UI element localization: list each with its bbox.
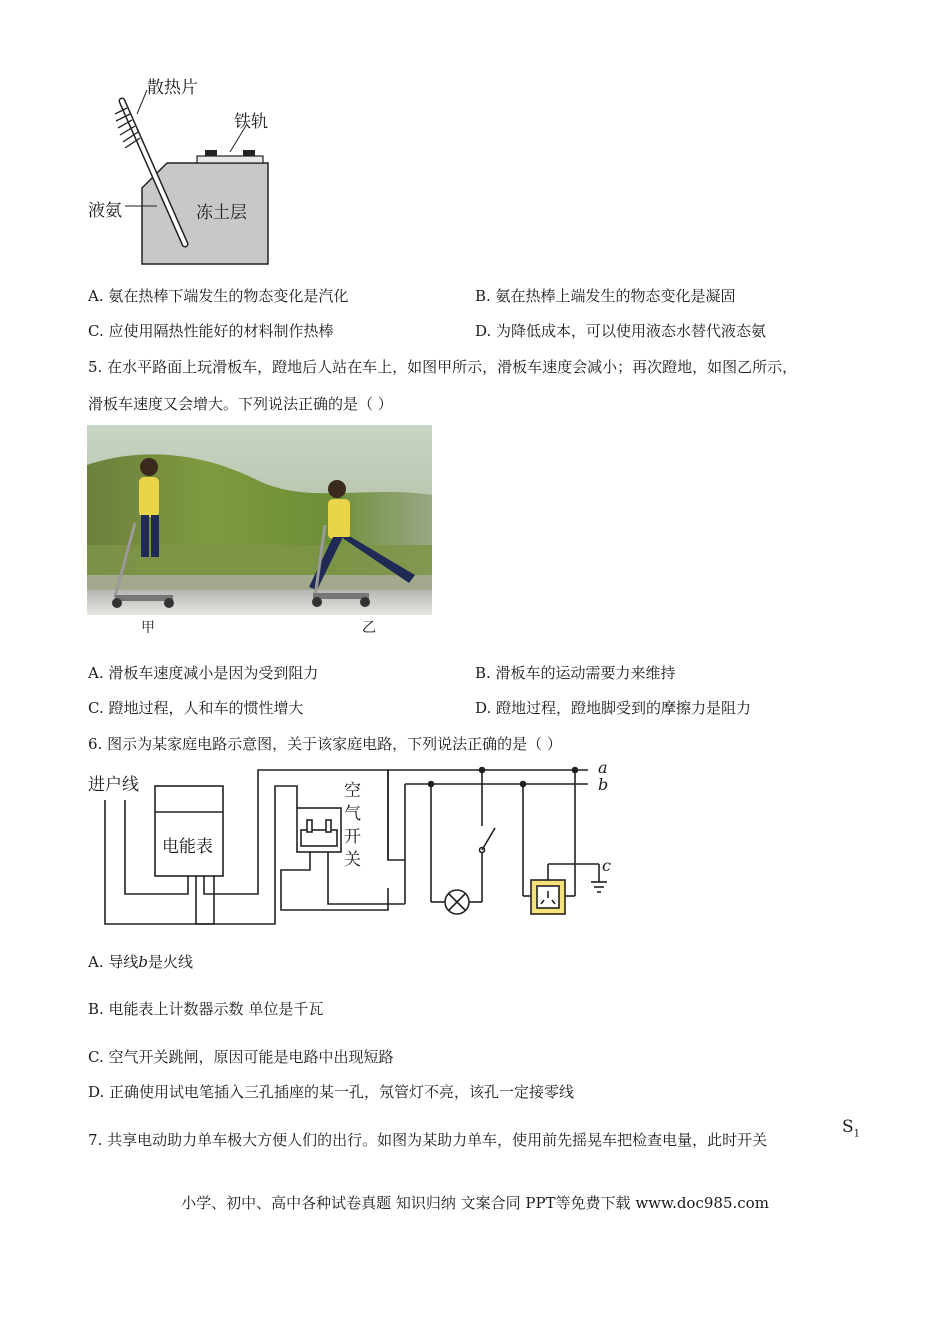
- q6-option-a-suffix: 是火线: [147, 953, 193, 971]
- q7-stem: 7. 共享电动助力单车极大方便人们的出行。如图为某助力单车，使用前先摇晃车把检查电量，此时开关: [88, 1131, 768, 1149]
- page-footer: 小学、初中、高中各种试卷真题 知识归纳 文案合同 PPT等免费下载 www.doc985.com: [181, 1194, 769, 1212]
- q7-switch-sub: 1: [853, 1128, 861, 1140]
- q7-switch-letter: S: [842, 1117, 854, 1137]
- rail-right: [243, 150, 255, 156]
- q5-option-c: C. 蹬地过程，人和车的惯性增大: [88, 699, 304, 717]
- label-ammonia: 液氨: [88, 201, 122, 221]
- label-rail: 铁轨: [234, 112, 268, 132]
- label-fins: 散热片: [147, 78, 198, 98]
- label-meter: 电能表: [162, 837, 213, 857]
- q6-option-c: C. 空气开关跳闸，原因可能是电路中出现短路: [88, 1048, 394, 1066]
- rail-left: [205, 150, 217, 156]
- q4-option-d: D. 为降低成本，可以使用液态水替代液态氨: [475, 322, 767, 340]
- q6-option-a-prefix: A. 导线: [88, 953, 139, 971]
- q5-stem-line1: 5. 在水平路面上玩滑板车，蹬地后人站在车上，如图甲所示，滑板车速度会减小；再次蹬地，如图乙所示，: [88, 358, 798, 376]
- q4-option-b: B. 氨在热棒上端发生的物态变化是凝固: [475, 287, 736, 305]
- q7-switch-symbol: [842, 1117, 860, 1139]
- heat-rod-figure: [85, 68, 285, 268]
- label-line-b: b: [598, 775, 609, 794]
- q5-stem-line2: 滑板车速度又会增大。下列说法正确的是（ ）: [88, 395, 393, 413]
- scooter-photo: [87, 425, 432, 637]
- q4-option-c: C. 应使用隔热性能好的材料制作热棒: [88, 322, 334, 340]
- q6-option-a-var: b: [138, 953, 148, 971]
- q5-option-b: B. 滑板车的运动需要力来维持: [475, 664, 676, 682]
- label-incoming-line: 进户线: [88, 775, 139, 795]
- label-frozen-soil: 冻土层: [196, 203, 247, 223]
- q6-option-d: D. 正确使用试电笔插入三孔插座的某一孔，氖管灯不亮，该孔一定接零线: [88, 1083, 575, 1101]
- label-line-a: a: [598, 758, 608, 777]
- photo-label-left: 甲: [141, 620, 155, 636]
- rail-base: [197, 156, 263, 163]
- electric-meter: [155, 786, 223, 876]
- q4-option-a: A. 氨在热棒下端发生的物态变化是汽化: [88, 287, 349, 305]
- photo-label-right: 乙: [362, 620, 376, 636]
- q6-option-a: [88, 951, 193, 972]
- q5-option-d: D. 蹬地过程，蹬地脚受到的摩擦力是阻力: [475, 699, 752, 717]
- q5-option-a: A. 滑板车速度减小是因为受到阻力: [88, 664, 319, 682]
- q6-option-b: B. 电能表上计数器示数 单位是千瓦: [88, 1000, 324, 1018]
- q6-stem: 6. 图示为某家庭电路示意图，关于该家庭电路，下列说法正确的是（ ）: [88, 735, 562, 753]
- label-line-c: c: [602, 856, 611, 875]
- label-breaker: 空气开关: [344, 781, 361, 870]
